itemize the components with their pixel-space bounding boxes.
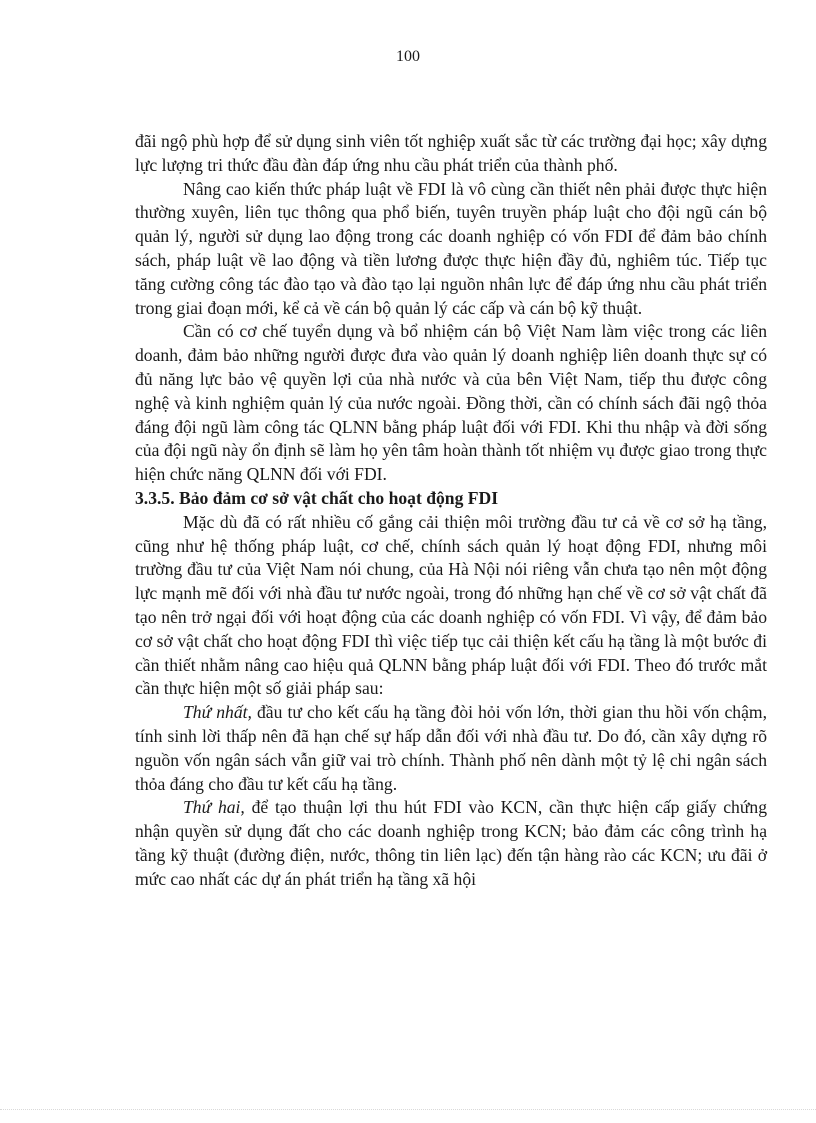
paragraph-second-solution (135, 796, 767, 891)
document-body (135, 130, 767, 892)
second-text: để tạo thuận lợi thu hút FDI vào KCN, cần thực hiện cấp giấy chứng nhận quyền sử dụng đất cho các doanh nghiệp trong KCN; bảo đảm các công trình hạ tầng kỹ thuật (đường điện, nước, thông tin liên lạc) đến tận hàng rào các KCN; ưu đãi ở mức cao nhất các dự án phát triển hạ tầng xã hội (135, 797, 767, 889)
paragraph-recruitment: Cần có cơ chế tuyển dụng và bổ nhiệm cán bộ Việt Nam làm việc trong các liên doanh, đảm bảo những người được đưa vào quản lý doanh nghiệp liên doanh thực sự có đủ năng lực bảo vệ quyền lợi của nhà nước và của bên Việt Nam, tiếp thu được công nghệ và kinh nghiệm quản lý của nước ngoài. Đồng thời, cần có chính sách đãi ngộ thỏa đáng đội ngũ làm công tác QLNN bằng pháp luật đối với FDI. Khi thu nhập và đời sống của đội ngũ này ổn định sẽ làm họ yên tâm hoàn thành tốt nhiệm vụ được giao trong thực hiện chức năng QLNN đối với FDI. (135, 321, 767, 485)
page-number: 100 (396, 48, 420, 65)
paragraph-section-intro: Mặc dù đã có rất nhiều cố gắng cải thiện môi trường đầu tư cả về cơ sở hạ tầng, cũng như hệ thống pháp luật, cơ chế, chính sách quản lý hoạt động FDI, nhưng môi trường đầu tư của Việt Nam nói chung, của Hà Nội nói riêng vẫn chưa tạo nên một động lực mạnh mẽ đối với nhà đầu tư nước ngoài, trong đó những hạn chế về cơ sở vật chất đã tạo nên trở ngại đối với hoạt động của các doanh nghiệp có vốn FDI. Vì vậy, để đảm bảo cơ sở vật chất cho hoạt động FDI thì việc tiếp tục cải thiện kết cấu hạ tầng là một bước đi cần thiết nhằm nâng cao hiệu quả QLNN bằng pháp luật đối với FDI. Theo đó trước mắt cần thực hiện một số giải pháp sau: (135, 511, 767, 699)
first-text: đầu tư cho kết cấu hạ tầng đòi hỏi vốn lớn, thời gian thu hồi vốn chậm, tính sinh lời thấp nên đã hạn chế sự hấp dẫn đối với nhà đầu tư. Do đó, cần xây dựng rõ nguồn vốn ngân sách vẫn giữ vai trò chính. Thành phố nên dành một tỷ lệ chi ngân sách thỏa đáng cho đầu tư kết cấu hạ tầng. (135, 702, 767, 794)
page-bottom-rule (0, 1109, 816, 1110)
section-heading: 3.3.5. Bảo đảm cơ sở vật chất cho hoạt động FDI (135, 487, 499, 508)
paragraph-continuation: đãi ngộ phù hợp để sử dụng sinh viên tốt nghiệp xuất sắc từ các trường đại học; xây dựng lực lượng tri thức đầu đàn đáp ứng nhu cầu phát triển của thành phố. (135, 131, 767, 175)
second-lead: Thứ hai, (183, 797, 245, 818)
paragraph-legal-knowledge: Nâng cao kiến thức pháp luật về FDI là vô cùng cần thiết nên phải được thực hiện thường xuyên, liên tục thông qua phổ biến, tuyên truyền pháp luật cho đội ngũ cán bộ quản lý, người sử dụng lao động trong các doanh nghiệp có vốn FDI để đảm bảo chính sách, pháp luật về lao động và tiền lương được thực hiện đầy đủ, nghiêm túc. Tiếp tục tăng cường công tác đào tạo và đào tạo lại nguồn nhân lực để đáp ứng nhu cầu phát triển trong giai đoạn mới, kể cả về cán bộ quản lý các cấp và cán bộ kỹ thuật. (135, 178, 767, 318)
paragraph-first-solution (135, 701, 767, 796)
first-lead: Thứ nhất, (183, 702, 252, 723)
